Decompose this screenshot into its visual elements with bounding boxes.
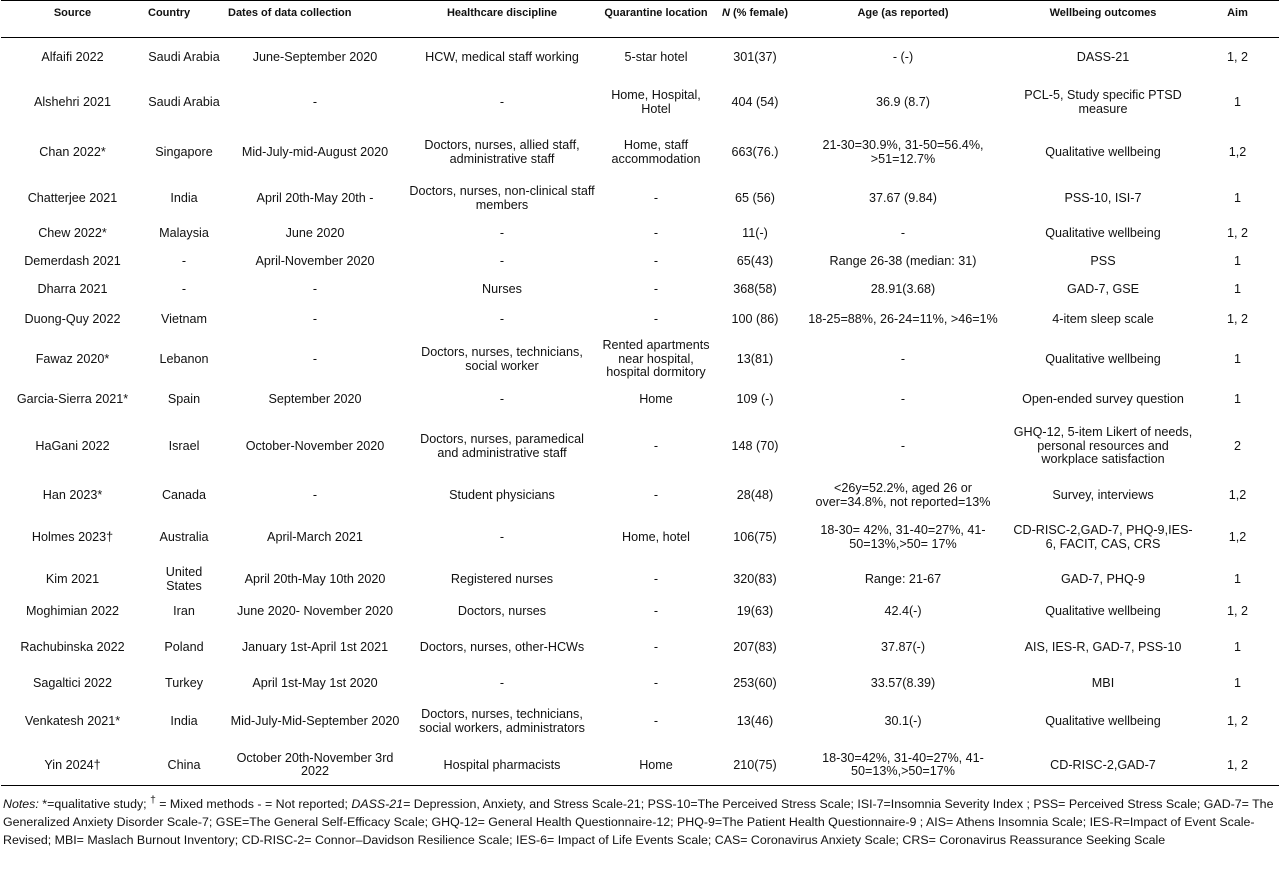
- cell-source: Alfaifi 2022: [41, 50, 104, 64]
- cell-aim: 1, 2: [1226, 713, 1248, 728]
- header-discipline: Healthcare discipline: [406, 1, 598, 38]
- cell-outcomes: Open-ended survey question: [1022, 391, 1184, 406]
- cell-dates: April-November 2020: [255, 253, 375, 268]
- table-row: [1, 598, 1279, 626]
- cell-outcomes: PSS-10, ISI-7: [1064, 190, 1142, 205]
- cell-location: 5-star hotel: [624, 50, 688, 64]
- table-row: [1, 276, 1279, 304]
- cell-location: -: [653, 281, 659, 296]
- table-row: [1, 746, 1279, 786]
- cell-country: India: [170, 713, 198, 728]
- cell-aim: 1: [1233, 94, 1241, 109]
- cell-n: 148 (70): [731, 438, 779, 453]
- header-row: [1, 1, 1279, 38]
- cell-n: 13(46): [736, 713, 774, 728]
- cell-source: Kim 2021: [45, 571, 100, 586]
- cell-source: Yin 2024†: [1, 746, 144, 786]
- header-country: Country: [144, 1, 224, 38]
- cell-aim: 1, 2: [1196, 746, 1279, 786]
- header-aim: Aim: [1196, 1, 1279, 38]
- cell-outcomes: Qualitative wellbeing: [1045, 603, 1161, 618]
- cell-outcomes: CD-RISC-2,GAD-7, PHQ-9,IES-6, FACIT, CAS, CRS: [1013, 523, 1193, 551]
- cell-location: Home, hotel: [622, 529, 690, 544]
- cell-aim: 1, 2: [1226, 50, 1248, 64]
- table-row: [1, 698, 1279, 746]
- cell-n: 207(83): [733, 639, 777, 654]
- studies-table: [1, 0, 1279, 786]
- cell-country: Iran: [173, 603, 195, 618]
- cell-n: 368(58): [733, 281, 777, 296]
- cell-age: 42.4(-): [884, 603, 922, 618]
- cell-outcomes: 4-item sleep scale: [1052, 311, 1154, 326]
- cell-country: -: [181, 281, 187, 296]
- cell-source: Rachubinska 2022: [20, 639, 125, 654]
- cell-dates: June 2020: [285, 225, 345, 240]
- cell-discipline: -: [499, 94, 505, 109]
- cell-country: Canada: [161, 487, 207, 502]
- notes-abbreviations: Depression, Anxiety, and Stress Scale-21; PSS-10=The Perceived Stress Scale; ISI-7=Insomnia Severity Index ; PSS= Perceived Stress Scale; GAD-7= The Generalized Anxiety Disorder Scale-7; GSE=The General Self-Efficacy Scale; GHQ-12= General Health Questionnaire-12; PHQ-9=The Patient Health Questionnaire-9 ; AIS= Athens Insomnia Scale; IES-R=Impact of Event Scale-Revised; MBI= Maslach Burnout Inventory; CD-RISC-2= Connor–Davidson Resilience Scale; IES-6= Impact of Life Events Scale; CAS= Coronavirus Anxiety Scale; CRS= Coronavirus Reassurance Seeking Scale: [3, 797, 1274, 848]
- cell-outcomes: PCL-5, Study specific PTSD measure: [1024, 88, 1182, 116]
- cell-source: Garcia-Sierra 2021*: [16, 391, 129, 406]
- cell-discipline: -: [499, 311, 505, 326]
- cell-source: Chatterjee 2021: [27, 190, 118, 205]
- header-n: [714, 1, 796, 38]
- notes-label: Notes:: [3, 797, 39, 812]
- cell-location: Home, staff accommodation: [611, 138, 701, 166]
- cell-outcomes: Survey, interviews: [1052, 487, 1154, 502]
- cell-source: Moghimian 2022: [25, 603, 120, 618]
- table-notes: [0, 786, 1280, 849]
- cell-aim: 1: [1233, 253, 1241, 268]
- header-age: Age (as reported): [796, 1, 1010, 38]
- cell-age: -: [900, 225, 906, 240]
- cell-age: Range: 21-67: [864, 571, 942, 586]
- cell-location: -: [653, 675, 659, 690]
- cell-age: -: [900, 351, 906, 366]
- table-row: [1, 384, 1279, 416]
- cell-aim: 1: [1233, 391, 1241, 406]
- cell-source: Holmes 2023†: [31, 529, 114, 544]
- table-row: [1, 38, 1279, 78]
- table-row: [1, 336, 1279, 384]
- table-row: [1, 220, 1279, 248]
- table-body: [1, 38, 1279, 786]
- cell-source: Demerdash 2021: [24, 253, 121, 268]
- notes-mixed: = Mixed methods - = Not reported;: [155, 797, 352, 812]
- cell-dates: Mid-July-Mid-September 2020: [230, 713, 400, 728]
- cell-n: 11(-): [742, 225, 768, 240]
- cell-n: 404 (54): [731, 94, 779, 109]
- cell-dates: September 2020: [268, 391, 362, 406]
- cell-aim: 1: [1233, 639, 1241, 654]
- table-row: [1, 562, 1279, 598]
- cell-n: 100 (86): [731, 311, 779, 326]
- cell-country: Israel: [168, 438, 200, 453]
- cell-dates: October-November 2020: [245, 438, 385, 453]
- cell-discipline: Doctors, nurses, technicians, social workers, administrators: [419, 707, 585, 735]
- cell-aim: 1, 2: [1226, 603, 1248, 618]
- cell-age: 18-25=88%, 26-24=11%, >46=1%: [808, 311, 998, 326]
- cell-location: Home, Hospital, Hotel: [611, 88, 701, 116]
- cell-outcomes: GAD-7, GSE: [1066, 281, 1140, 296]
- cell-country: Australia: [159, 529, 209, 544]
- cell-source: Dharra 2021: [37, 281, 108, 296]
- cell-dates: April 20th-May 10th 2020: [244, 571, 386, 586]
- cell-aim: 1, 2: [1226, 311, 1248, 326]
- cell-country: India: [170, 190, 198, 205]
- table-row: [1, 416, 1279, 478]
- cell-outcomes: MBI: [1091, 675, 1115, 690]
- table-row: [1, 514, 1279, 562]
- cell-age: 37.67 (9.84): [869, 190, 937, 205]
- cell-dates: January 1st-April 1st 2021: [241, 639, 389, 654]
- cell-location: -: [653, 253, 659, 268]
- cell-discipline: Student physicians: [449, 487, 555, 502]
- cell-aim: 1,2: [1228, 487, 1247, 502]
- cell-dates: -: [312, 351, 318, 366]
- cell-country: Spain: [167, 391, 201, 406]
- cell-location: -: [653, 438, 659, 453]
- cell-dates: -: [312, 487, 318, 502]
- cell-n: 19(63): [736, 603, 774, 618]
- cell-age: 21-30=30.9%, 31-50=56.4%, >51=12.7%: [822, 138, 984, 166]
- cell-location: -: [653, 190, 659, 205]
- header-n-rest: (% female): [732, 7, 789, 19]
- cell-discipline: Doctors, nurses, non-clinical staff members: [409, 184, 595, 212]
- cell-country: Turkey: [164, 675, 204, 690]
- cell-aim: 1: [1233, 281, 1241, 296]
- cell-dates: -: [312, 94, 318, 109]
- cell-aim: 1: [1233, 675, 1241, 690]
- cell-dates: April 20th-May 20th -: [256, 190, 374, 205]
- cell-discipline: Doctors, nurses: [457, 603, 547, 618]
- cell-country: Malaysia: [159, 225, 209, 240]
- cell-discipline: Doctors, nurses, allied staff, administrative staff: [424, 138, 580, 166]
- cell-n: 210(75): [714, 746, 796, 786]
- notes-qualitative: *=qualitative study;: [38, 797, 151, 812]
- cell-age: <26y=52.2%, aged 26 or over=34.8%, not reported=13%: [815, 481, 991, 509]
- cell-location: -: [653, 603, 659, 618]
- cell-discipline: Nurses: [482, 281, 522, 296]
- cell-source: HaGani 2022: [35, 438, 110, 453]
- cell-source: Alshehri 2021: [33, 94, 111, 109]
- cell-n: 65 (56): [735, 190, 775, 205]
- cell-country: Saudi Arabia: [148, 50, 220, 64]
- table-row: [1, 304, 1279, 336]
- cell-location: Rented apartments near hospital, hospital dormitory: [602, 338, 710, 380]
- table-row: [1, 478, 1279, 514]
- cell-discipline: Doctors, nurses, other-HCWs: [419, 639, 585, 654]
- cell-n: 320(83): [733, 571, 777, 586]
- cell-discipline: HCW, medical staff working: [425, 50, 579, 64]
- cell-location: Home: [639, 391, 673, 406]
- cell-outcomes: DASS-21: [1076, 50, 1130, 64]
- cell-location: -: [653, 225, 659, 240]
- cell-outcomes: AIS, IES-R, GAD-7, PSS-10: [1024, 639, 1182, 654]
- cell-dates: June-September 2020: [252, 50, 378, 64]
- cell-country: United States: [165, 565, 203, 593]
- cell-dates: -: [312, 281, 318, 296]
- cell-aim: 2: [1233, 438, 1241, 453]
- cell-n: 301(37): [733, 50, 777, 64]
- cell-location: Home: [598, 746, 714, 786]
- cell-n: 106(75): [733, 529, 777, 544]
- notes-dass: DASS-21=: [351, 797, 411, 812]
- cell-location: -: [653, 639, 659, 654]
- notes-dagger: †: [150, 795, 156, 806]
- cell-discipline: Doctors, nurses, paramedical and administrative staff: [420, 432, 584, 460]
- cell-source: Sagaltici 2022: [32, 675, 113, 690]
- cell-age: 28.91(3.68): [870, 281, 936, 296]
- cell-country: Poland: [164, 639, 204, 654]
- header-outcomes: Wellbeing outcomes: [1010, 1, 1196, 38]
- cell-dates: -: [312, 311, 318, 326]
- cell-source: Chew 2022*: [38, 225, 107, 240]
- cell-n: 65(43): [736, 253, 774, 268]
- cell-outcomes: GHQ-12, 5-item Likert of needs, personal resources and workplace satisfaction: [1013, 425, 1193, 467]
- table-row: [1, 178, 1279, 220]
- cell-country: Singapore: [155, 144, 213, 159]
- cell-aim: 1,2: [1228, 144, 1247, 159]
- cell-age: 33.57(8.39): [870, 675, 936, 690]
- cell-outcomes: PSS: [1090, 253, 1116, 268]
- cell-n: 28(48): [736, 487, 774, 502]
- cell-n: 663(76.): [731, 144, 779, 159]
- cell-outcomes: Qualitative wellbeing: [1045, 713, 1161, 728]
- cell-source: Duong-Quy 2022: [24, 311, 121, 326]
- cell-source: Chan 2022*: [39, 144, 106, 159]
- cell-dates: April-March 2021: [267, 529, 363, 544]
- cell-discipline: Registered nurses: [450, 571, 554, 586]
- table-row: [1, 128, 1279, 178]
- cell-outcomes: Qualitative wellbeing: [1045, 225, 1161, 240]
- cell-age: -: [900, 438, 906, 453]
- cell-location: -: [653, 713, 659, 728]
- cell-aim: 1,2: [1228, 529, 1247, 544]
- cell-outcomes: CD-RISC-2,GAD-7: [1010, 746, 1196, 786]
- cell-n: 13(81): [736, 351, 774, 366]
- table-row: [1, 626, 1279, 670]
- cell-n: 253(60): [733, 675, 777, 690]
- table-row: [1, 670, 1279, 698]
- cell-age: 36.9 (8.7): [876, 94, 930, 109]
- cell-discipline: Hospital pharmacists: [406, 746, 598, 786]
- cell-discipline: -: [499, 225, 505, 240]
- cell-location: -: [653, 311, 659, 326]
- header-n-italic: N: [721, 7, 730, 19]
- cell-location: -: [653, 571, 659, 586]
- table-row: [1, 248, 1279, 276]
- cell-discipline: Doctors, nurses, technicians, social worker: [421, 345, 583, 373]
- cell-age: 37.87(-): [880, 639, 926, 654]
- cell-age: - (-): [892, 50, 914, 64]
- cell-country: -: [181, 253, 187, 268]
- cell-country: Vietnam: [161, 311, 207, 326]
- header-location: Quarantine location: [598, 1, 714, 38]
- cell-age: Range 26-38 (median: 31): [829, 253, 977, 268]
- cell-outcomes: GAD-7, PHQ-9: [1061, 571, 1145, 586]
- cell-dates: Mid-July-mid-August 2020: [241, 144, 389, 159]
- cell-country: China: [144, 746, 224, 786]
- cell-dates: October 20th-November 3rd 2022: [224, 746, 406, 786]
- cell-country: Saudi Arabia: [148, 94, 220, 109]
- cell-aim: 1: [1233, 190, 1241, 205]
- cell-aim: 1: [1233, 571, 1241, 586]
- header-dates: Dates of data collection: [224, 1, 406, 38]
- cell-n: 109 (-): [736, 391, 774, 406]
- cell-discipline: -: [499, 391, 505, 406]
- header-source: Source: [1, 1, 144, 38]
- cell-source: Fawaz 2020*: [35, 351, 110, 366]
- cell-outcomes: Qualitative wellbeing: [1045, 351, 1161, 366]
- cell-age: 30.1(-): [884, 713, 922, 728]
- cell-discipline: -: [499, 675, 505, 690]
- cell-country: Lebanon: [159, 351, 209, 366]
- cell-dates: April 1st-May 1st 2020: [252, 675, 378, 690]
- cell-aim: 1, 2: [1226, 225, 1248, 240]
- cell-discipline: -: [499, 529, 505, 544]
- cell-age: 18-30=42%, 31-40=27%, 41-50=13%,>50=17%: [796, 746, 1010, 786]
- cell-age: 18-30= 42%, 31-40=27%, 41-50=13%,>50= 17%: [820, 523, 986, 551]
- cell-dates: June 2020- November 2020: [236, 603, 394, 618]
- cell-discipline: -: [499, 253, 505, 268]
- cell-aim: 1: [1233, 351, 1241, 366]
- cell-source: Venkatesh 2021*: [24, 713, 121, 728]
- table-row: [1, 78, 1279, 128]
- cell-location: -: [653, 487, 659, 502]
- cell-age: -: [900, 391, 906, 406]
- cell-source: Han 2023*: [42, 487, 103, 502]
- cell-outcomes: Qualitative wellbeing: [1045, 144, 1161, 159]
